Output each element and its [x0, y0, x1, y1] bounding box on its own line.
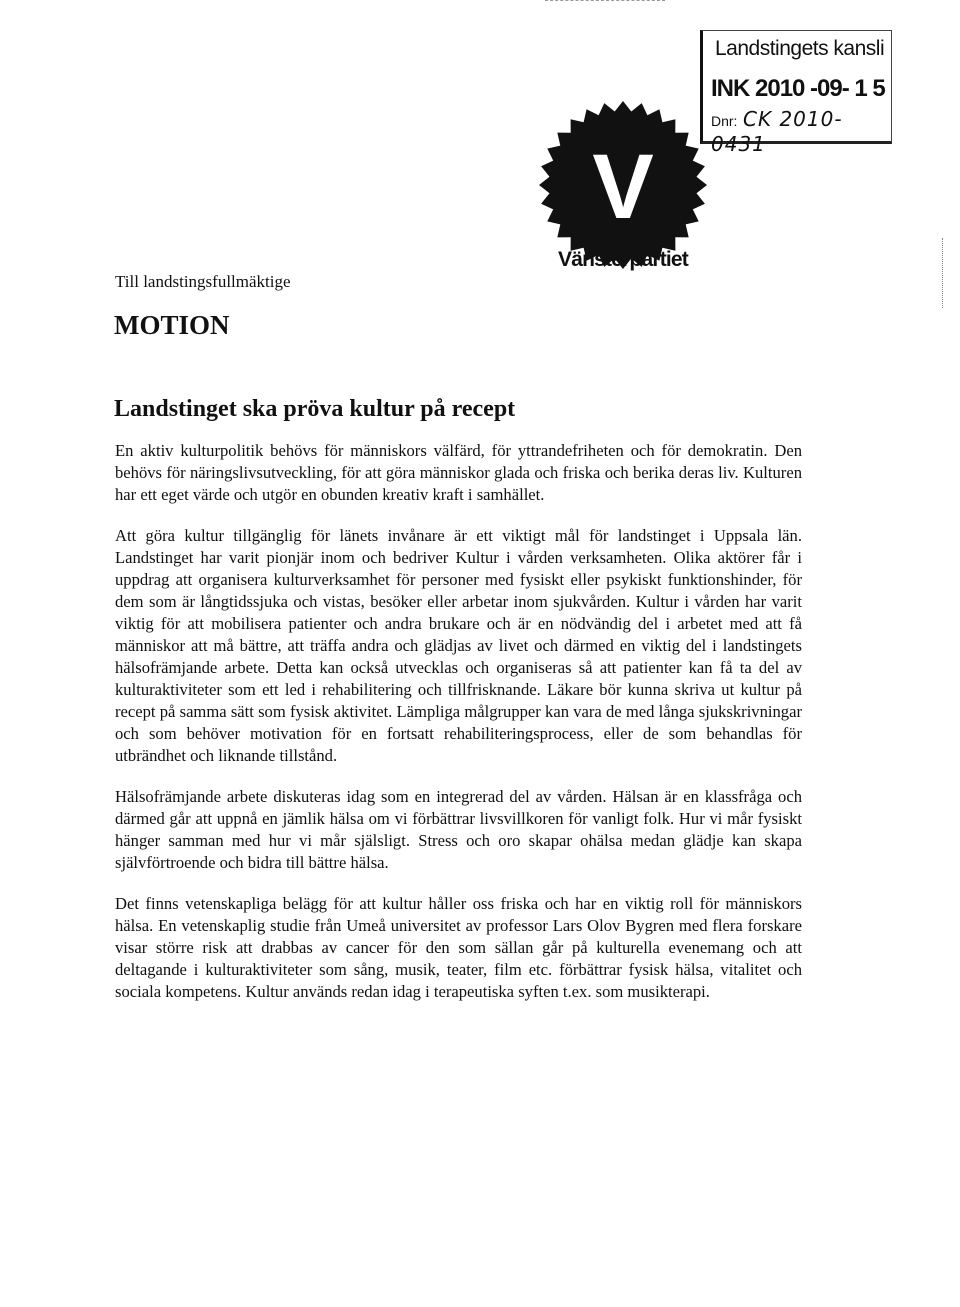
- paragraph: En aktiv kulturpolitik behövs för människors välfärd, för yttrandefriheten och för demokratin. Den behövs för näringslivsutveckling, för att göra människor glada och friska och berika deras liv. Kulturen har ett eget värde och utgör en obunden kreativ kraft i samhället.: [115, 441, 802, 504]
- stamp-dnr-prefix: Dnr:: [711, 113, 738, 129]
- stamp-dnr: [711, 107, 891, 157]
- paragraph: Det finns vetenskapliga belägg för att kultur håller oss friska och har en viktig roll för människors hälsa. En vetenskaplig studie från Umeå universitet av professor Lars Olov Bygren med flera forskare visar större risk att drabbas av cancer för den som sällan går på kulturella evenemang och att deltagande i kulturaktiviteter som sång, musik, teater, film etc. förbättrar fysisk hälsa, vitalitet och sociala kompetens. Kultur används redan idag i terapeutiska syften t.ex. som musikterapi.: [115, 894, 802, 1001]
- stamp-dnr-number: CK 2010-0431: [711, 107, 843, 156]
- document-title: Landstinget ska pröva kultur på recept: [114, 396, 516, 422]
- document-type: MOTION: [114, 310, 230, 340]
- paragraph: Hälsofrämjande arbete diskuteras idag som en integrerad del av vården. Hälsan är en klassfråga och därmed går att uppnå en jämlik hälsa om vi förbättrar livsvillkoren för vanligt folk. Hur vi mår fysiskt hänger samman med hur vi mår själsligt. Stress och oro skapar ohälsa medan glädje kan skapa självförtroende och bidra till bättre hälsa.: [115, 787, 802, 872]
- addressee: Till landstingsfullmäktige: [115, 272, 291, 291]
- logo-letter: V: [592, 136, 654, 238]
- paragraph: Att göra kultur tillgänglig för länets invånare är ett viktigt mål för landstinget i Uppsala län. Landstinget har varit pionjär inom och bedriver Kultur i vården verksamheten. Olika aktörer får i uppdrag att organisera kulturverksamhet för personer med fysiskt eller psykiskt funktionshinder, för dem som är långtidssjuka och vistas, besöker eller arbetar inom sjukvården. Kultur i vården har varit viktig för att mobilisera patienter och andra brukare och är en nödvändig del i arbetet med att få människor att må bättre, att träffa andra och glädjas av livet och därmed en viktig del i landstingets hälsofrämjande arbete. Detta kan också utvecklas och organiseras så att patienter kan få ta del av kulturaktiviteter som ett led i rehabilitering och tillfrisknande. Läkare bör kunna skriva ut kultur på recept på samma sätt som fysisk aktivitet. Lämpliga målgrupper kan vara de med långa sjukskrivningar och som behöver motivation för en fortsatt rehabiliteringsprocess, eller de som behandlas för utbrändhet och liknande tillstånd.: [115, 526, 802, 765]
- party-name: Vänsterpartiet: [557, 248, 689, 271]
- scan-artifact: [942, 238, 946, 308]
- stamp-office: Landstingets kansli: [715, 37, 885, 60]
- registry-stamp: [700, 30, 892, 156]
- document-body: [115, 440, 802, 1022]
- party-logo-icon: [538, 100, 708, 270]
- stamp-received-date: INK 2010 -09- 1 5: [711, 75, 885, 102]
- scan-artifact: [545, 0, 665, 3]
